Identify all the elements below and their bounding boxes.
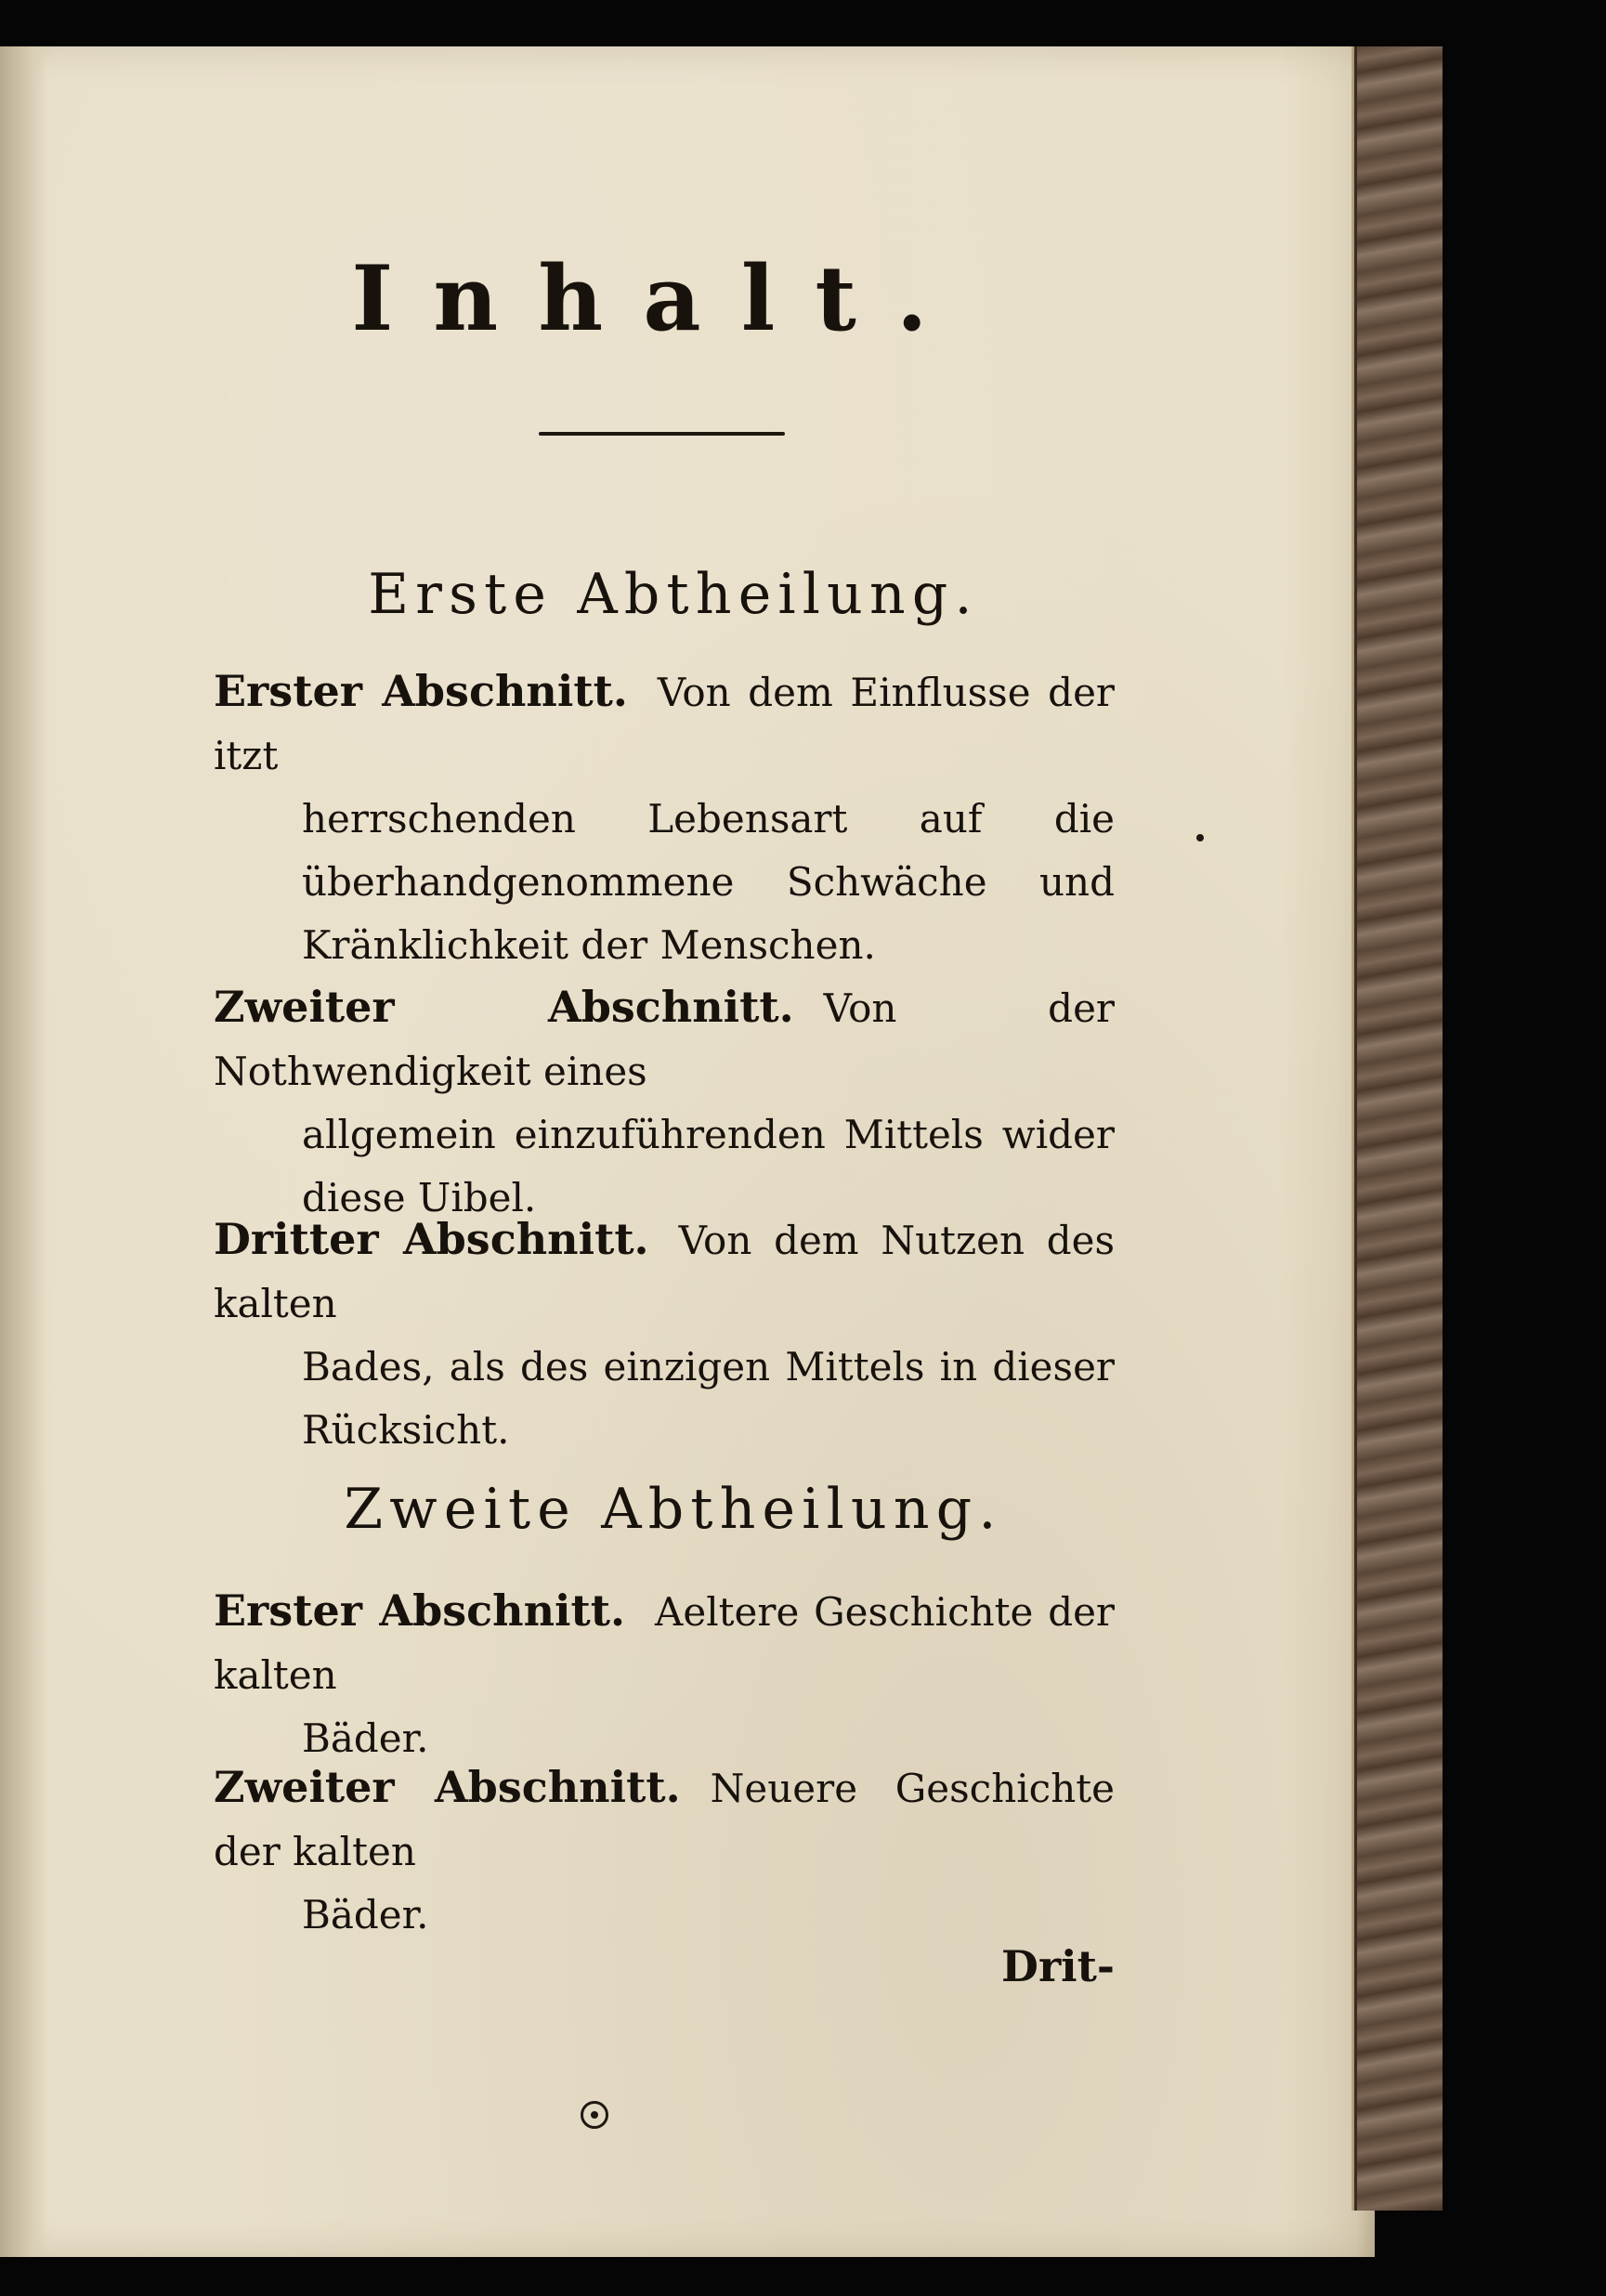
entry-label: Zweiter Abschnitt. bbox=[214, 1762, 681, 1812]
toc-entry bbox=[214, 1579, 1115, 1770]
entry-label: Zweiter Abschnitt. bbox=[214, 982, 794, 1032]
signature-mark-icon bbox=[581, 2101, 608, 2129]
toc-entry bbox=[214, 659, 1115, 977]
book-page bbox=[0, 46, 1375, 2257]
entry-text-continued: Bäder. bbox=[302, 1892, 429, 1937]
toc-entry bbox=[214, 975, 1115, 1230]
section-heading-2: Zweite Abtheilung. bbox=[344, 1477, 1003, 1542]
page-content bbox=[0, 46, 1375, 2257]
title-rule bbox=[539, 432, 785, 436]
entry-text: Von der Nothwendigkeit eines bbox=[214, 985, 1115, 1094]
ink-speck bbox=[1196, 834, 1204, 841]
catchword: Drit- bbox=[1001, 1941, 1115, 1991]
book-binding bbox=[1354, 46, 1443, 2211]
entry-text-continued: Bades, als des einzigen Mittels in dieser Rücksicht. bbox=[302, 1344, 1115, 1453]
entry-label: Erster Abschnitt. bbox=[214, 1585, 626, 1636]
toc-entry bbox=[214, 1755, 1115, 1947]
page-title: Inhalt. bbox=[351, 246, 968, 351]
section-heading-1: Erste Abtheilung. bbox=[368, 562, 979, 627]
entry-text: Von dem Einflusse der itzt bbox=[214, 670, 1115, 778]
entry-text-continued: Bäder. bbox=[302, 1715, 429, 1761]
entry-text: Neuere Geschichte der kalten bbox=[214, 1766, 1115, 1874]
entry-text: Aeltere Geschichte der kalten bbox=[214, 1589, 1116, 1698]
toc-entry bbox=[214, 1207, 1115, 1462]
entry-text-continued: allgemein einzuführenden Mittels wider diese Uibel. bbox=[302, 1112, 1115, 1220]
entry-label: Erster Abschnitt. bbox=[214, 666, 628, 716]
entry-label: Dritter Abschnitt. bbox=[214, 1214, 649, 1264]
entry-text: Von dem Nutzen des kalten bbox=[214, 1218, 1115, 1326]
entry-text-continued: herrschenden Lebensart auf die überhandgenommene Schwäche und Kränklichkeit der Menschen. bbox=[302, 796, 1115, 968]
